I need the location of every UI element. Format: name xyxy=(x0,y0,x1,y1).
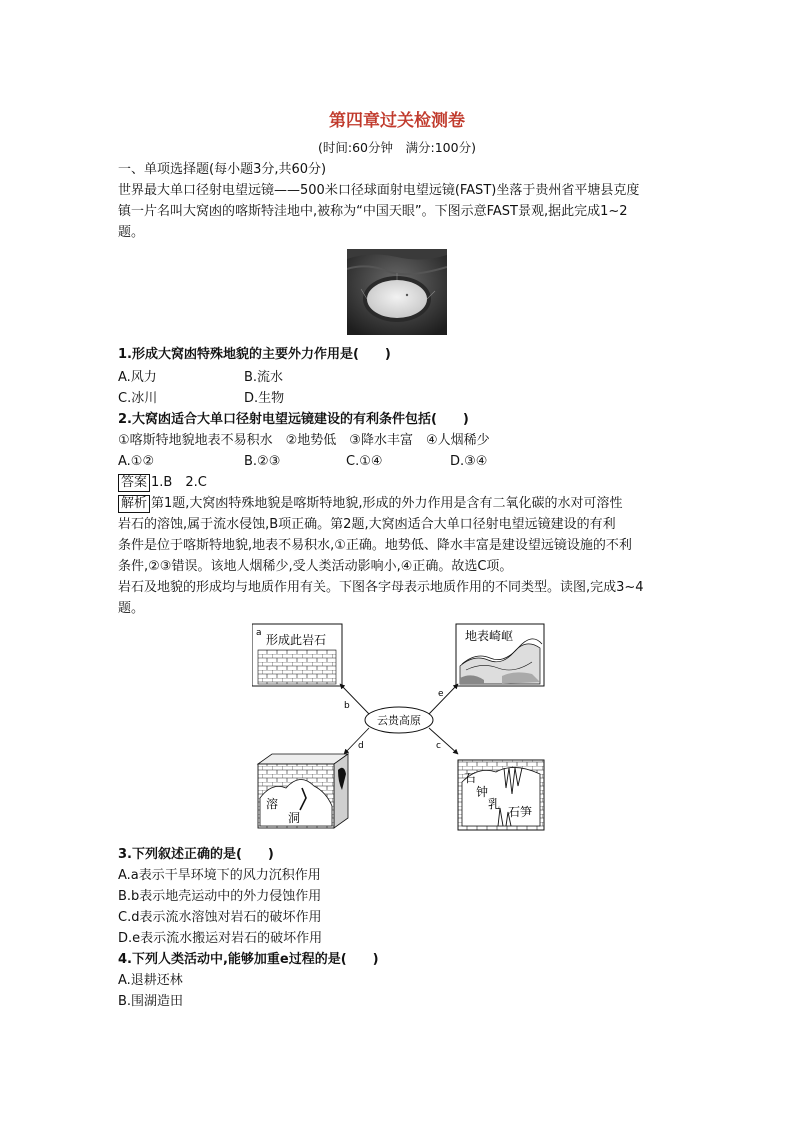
analysis-line: 条件是位于喀斯特地貌,地表不易积水,①正确。地势低、降水丰富是建设望远镜设施的不利 xyxy=(118,538,632,553)
analysis-label: 解析 xyxy=(118,495,150,513)
question-3-stem: 3.下列叙述正确的是( ) xyxy=(118,847,274,862)
analysis-line: 第1题,大窝凼特殊地貌是喀斯特地貌,形成的外力作用是含有二氧化碳的水对可溶性 xyxy=(151,496,623,511)
arrow-e-label: e xyxy=(438,689,444,699)
option-d: D.生物 xyxy=(244,391,285,406)
intro-line: 世界最大单口径射电望远镜——500米口径球面射电望远镜(FAST)坐落于贵州省平塘县克度 xyxy=(118,183,640,198)
analysis-line: 岩石的溶蚀,属于流水侵蚀,B项正确。第2题,大窝凼适合大单口径射电望远镜建设的有利 xyxy=(118,517,616,532)
option-b: B.围湖造田 xyxy=(118,994,184,1009)
intro-line: 岩石及地貌的形成均与地质作用有关。下图各字母表示地质作用的不同类型。读图,完成3~4 xyxy=(118,580,644,595)
question-2-stem: 2.大窝凼适合大单口径射电望远镜建设的有利条件包括( ) xyxy=(118,412,469,427)
option-b: B.流水 xyxy=(244,370,284,385)
option-a: A.退耕还林 xyxy=(118,973,183,988)
option-c: C.①④ xyxy=(346,454,383,469)
arrow-c-label: c xyxy=(436,741,441,751)
arrow-d-label: d xyxy=(358,741,364,751)
cave-char-2: 洞 xyxy=(288,811,301,825)
option-d: D.e表示流水搬运对岩石的破坏作用 xyxy=(118,931,323,946)
cave-box-char-1: 石 xyxy=(464,771,477,785)
option-c: C.冰川 xyxy=(118,391,158,406)
option-a: A.①② xyxy=(118,454,155,469)
section-heading: 一、单项选择题(每小题3分,共60分) xyxy=(118,162,327,177)
question-4-stem: 4.下列人类活动中,能够加重e过程的是( ) xyxy=(118,952,379,967)
analysis-row xyxy=(118,494,686,514)
analysis-line: 条件,②③错误。该地人烟稀少,受人类活动影响小,④正确。故选C项。 xyxy=(118,559,513,574)
arrow-b-label: b xyxy=(344,701,350,711)
option-b: B.②③ xyxy=(244,454,281,469)
page-title: 第四章过关检测卷 xyxy=(329,111,465,131)
fast-telescope-photo xyxy=(347,249,447,335)
cave-box-char-2: 钟 xyxy=(476,785,489,799)
cave-char-1: 溶 xyxy=(266,797,279,811)
cave-box-text-4: 石笋 xyxy=(508,805,533,819)
answer-row xyxy=(118,473,686,493)
question-2-conditions: ①喀斯特地貌地表不易积水 ②地势低 ③降水丰富 ④人烟稀少 xyxy=(118,433,490,448)
option-c: C.d表示流水溶蚀对岩石的破坏作用 xyxy=(118,910,322,925)
answer-text: 1.B 2.C xyxy=(151,475,207,490)
intro-line: 题。 xyxy=(118,225,145,240)
option-d: D.③④ xyxy=(450,454,488,469)
center-label: 云贵高原 xyxy=(377,714,421,727)
option-a: A.a表示干旱环境下的风力沉积作用 xyxy=(118,868,321,883)
option-b: B.b表示地壳运动中的外力侵蚀作用 xyxy=(118,889,322,904)
geology-diagram xyxy=(252,622,546,832)
cave-box-char-3: 乳 xyxy=(488,797,501,811)
intro-line: 题。 xyxy=(118,601,145,616)
answer-label: 答案 xyxy=(118,474,150,492)
box-a-letter: a xyxy=(256,628,262,638)
box-a-text: 形成此岩石 xyxy=(266,633,327,647)
question-1-stem: 1.形成大窝凼特殊地貌的主要外力作用是( ) xyxy=(118,347,391,362)
option-a: A.风力 xyxy=(118,370,157,385)
box-rugged-text: 地表崎岖 xyxy=(465,629,514,643)
exam-subtitle: (时间:60分钟 满分:100分) xyxy=(318,140,476,155)
intro-line: 镇一片名叫大窝凼的喀斯特洼地中,被称为“中国天眼”。下图示意FAST景观,据此完成1~2 xyxy=(118,204,628,219)
